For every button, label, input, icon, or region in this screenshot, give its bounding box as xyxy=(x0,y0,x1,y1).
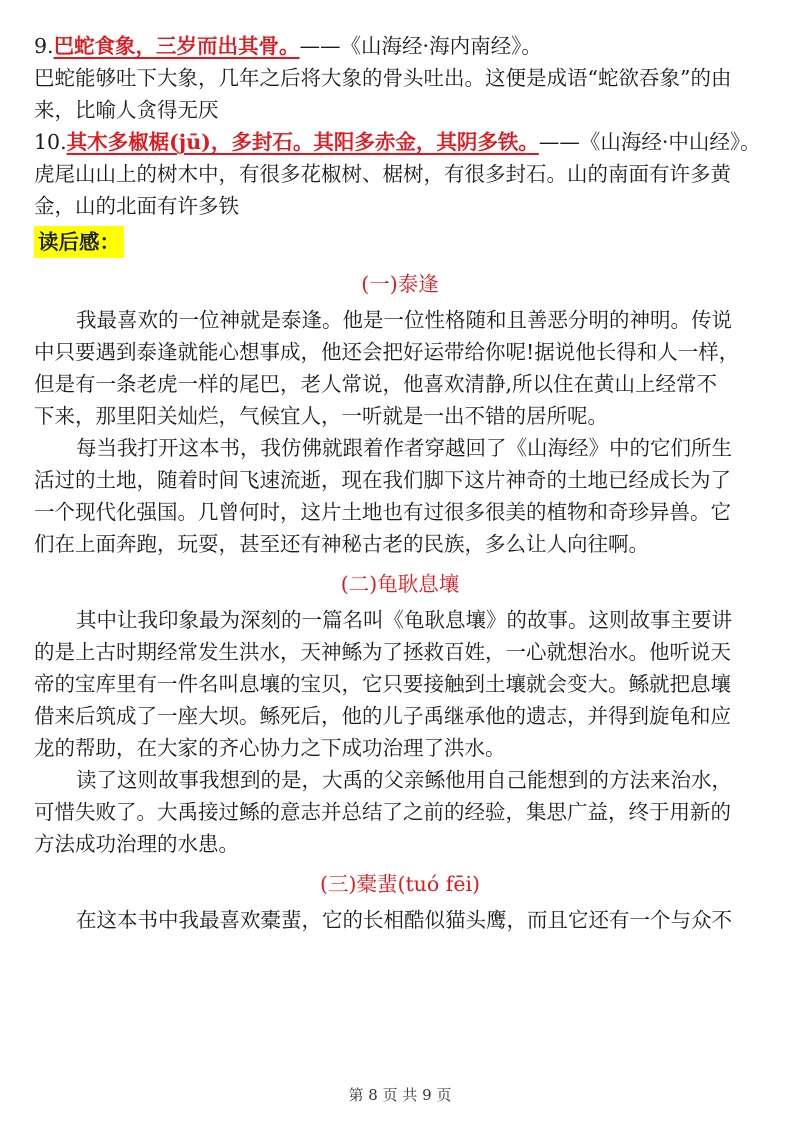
paragraph-line: 下来，那里阳关灿烂，气候宜人，一听就是一出不错的居所呢。 xyxy=(34,404,608,428)
section-title: (三)橐蜚(tuó fēi) xyxy=(319,872,481,896)
paragraph-line: 在这本书中我最喜欢橐蜚，它的长相酷似猫头鹰，而且它还有一个与众不 xyxy=(76,908,732,932)
entry-10-citation xyxy=(34,126,766,158)
entry-9-explanation-line: 来，比喻人贪得无厌 xyxy=(34,98,219,122)
section-title: (一)泰逢 xyxy=(361,272,439,296)
section-title: (二)龟耿息壤 xyxy=(340,572,460,596)
paragraph-line: 们在上面奔跑，玩耍，甚至还有神秘古老的民族，多么让人向往啊。 xyxy=(34,532,649,556)
reflection-label: 读后感： xyxy=(34,226,124,258)
source-citation: ——《山海经·海内南经》。 xyxy=(299,34,542,58)
paragraph xyxy=(34,432,766,560)
paragraph-line: 但是有一条老虎一样的尾巴，老人常说，他喜欢清静,所以住在黄山上经常不 xyxy=(34,372,718,396)
paragraph xyxy=(34,904,766,936)
source-citation: ——《山海经·中山经》。 xyxy=(538,130,761,154)
paragraph xyxy=(34,304,766,432)
classical-quote: 其木多椒椐(jū)，多封石。其阳多赤金，其阴多铁。 xyxy=(66,130,539,154)
paragraph-line: 借来后筑成了一座大坝。鲧死后，他的儿子禹继承他的遗志，并得到旋龟和应 xyxy=(34,704,731,728)
paragraph xyxy=(34,764,766,860)
classical-quote: 巴蛇食象，三岁而出其骨。 xyxy=(53,34,300,58)
paragraph-line: 帝的宝库里有一件名叫息壤的宝贝，它只要接触到土壤就会变大。鲧就把息壤 xyxy=(34,672,731,696)
paragraph-line: 的是上古时期经常发生洪水，天神鲧为了拯救百姓，一心就想治水。他听说天 xyxy=(34,640,731,664)
paragraph-line: 其中让我印象最为深刻的一篇名叫《龟耿息壤》的故事。这则故事主要讲 xyxy=(76,608,732,632)
entry-number: 10. xyxy=(34,130,67,154)
page-footer: 第 8 页 共 9 页 xyxy=(348,1086,452,1104)
paragraph-line: 每当我打开这本书，我仿佛就跟着作者穿越回了《山海经》中的它们所生 xyxy=(76,436,732,460)
entry-number: 9. xyxy=(34,34,54,58)
paragraph-line: 一个现代化强国。几曾何时，这片土地也有过很多很美的植物和奇珍异兽。它 xyxy=(34,500,731,524)
paragraph-line: 我最喜欢的一位神就是泰逢。他是一位性格随和且善恶分明的神明。传说 xyxy=(76,308,732,332)
paragraph-line: 活过的土地，随着时间飞速流逝，现在我们脚下这片神奇的土地已经成长为了 xyxy=(34,468,731,492)
entry-10-explanation-line: 虎尾山山上的树木中，有很多花椒树、椐树，有很多封石。山的南面有许多黄 xyxy=(34,162,731,186)
paragraph-line: 可惜失败了。大禹接过鲧的意志并总结了之前的经验，集思广益，终于用新的 xyxy=(34,800,731,824)
entry-10-explanation-line: 金，山的北面有许多铁 xyxy=(34,194,239,218)
paragraph-line: 中只要遇到泰逢就能心想事成，他还会把好运带给你呢!据说他长得和人一样， xyxy=(34,340,740,364)
paragraph xyxy=(34,604,766,764)
paragraph-line: 龙的帮助，在大家的齐心协力之下成功治理了洪水。 xyxy=(34,736,506,760)
paragraph-line: 读了这则故事我想到的是，大禹的父亲鲧他用自己能想到的方法来治水， xyxy=(76,768,732,792)
entry-9-explanation-line: 巴蛇能够吐下大象，几年之后将大象的骨头吐出。这便是成语“蛇欲吞象”的由 xyxy=(34,66,732,90)
entry-9-citation xyxy=(34,30,766,62)
reflection-label-row xyxy=(34,222,766,260)
paragraph-line: 方法成功治理的水患。 xyxy=(34,832,239,856)
